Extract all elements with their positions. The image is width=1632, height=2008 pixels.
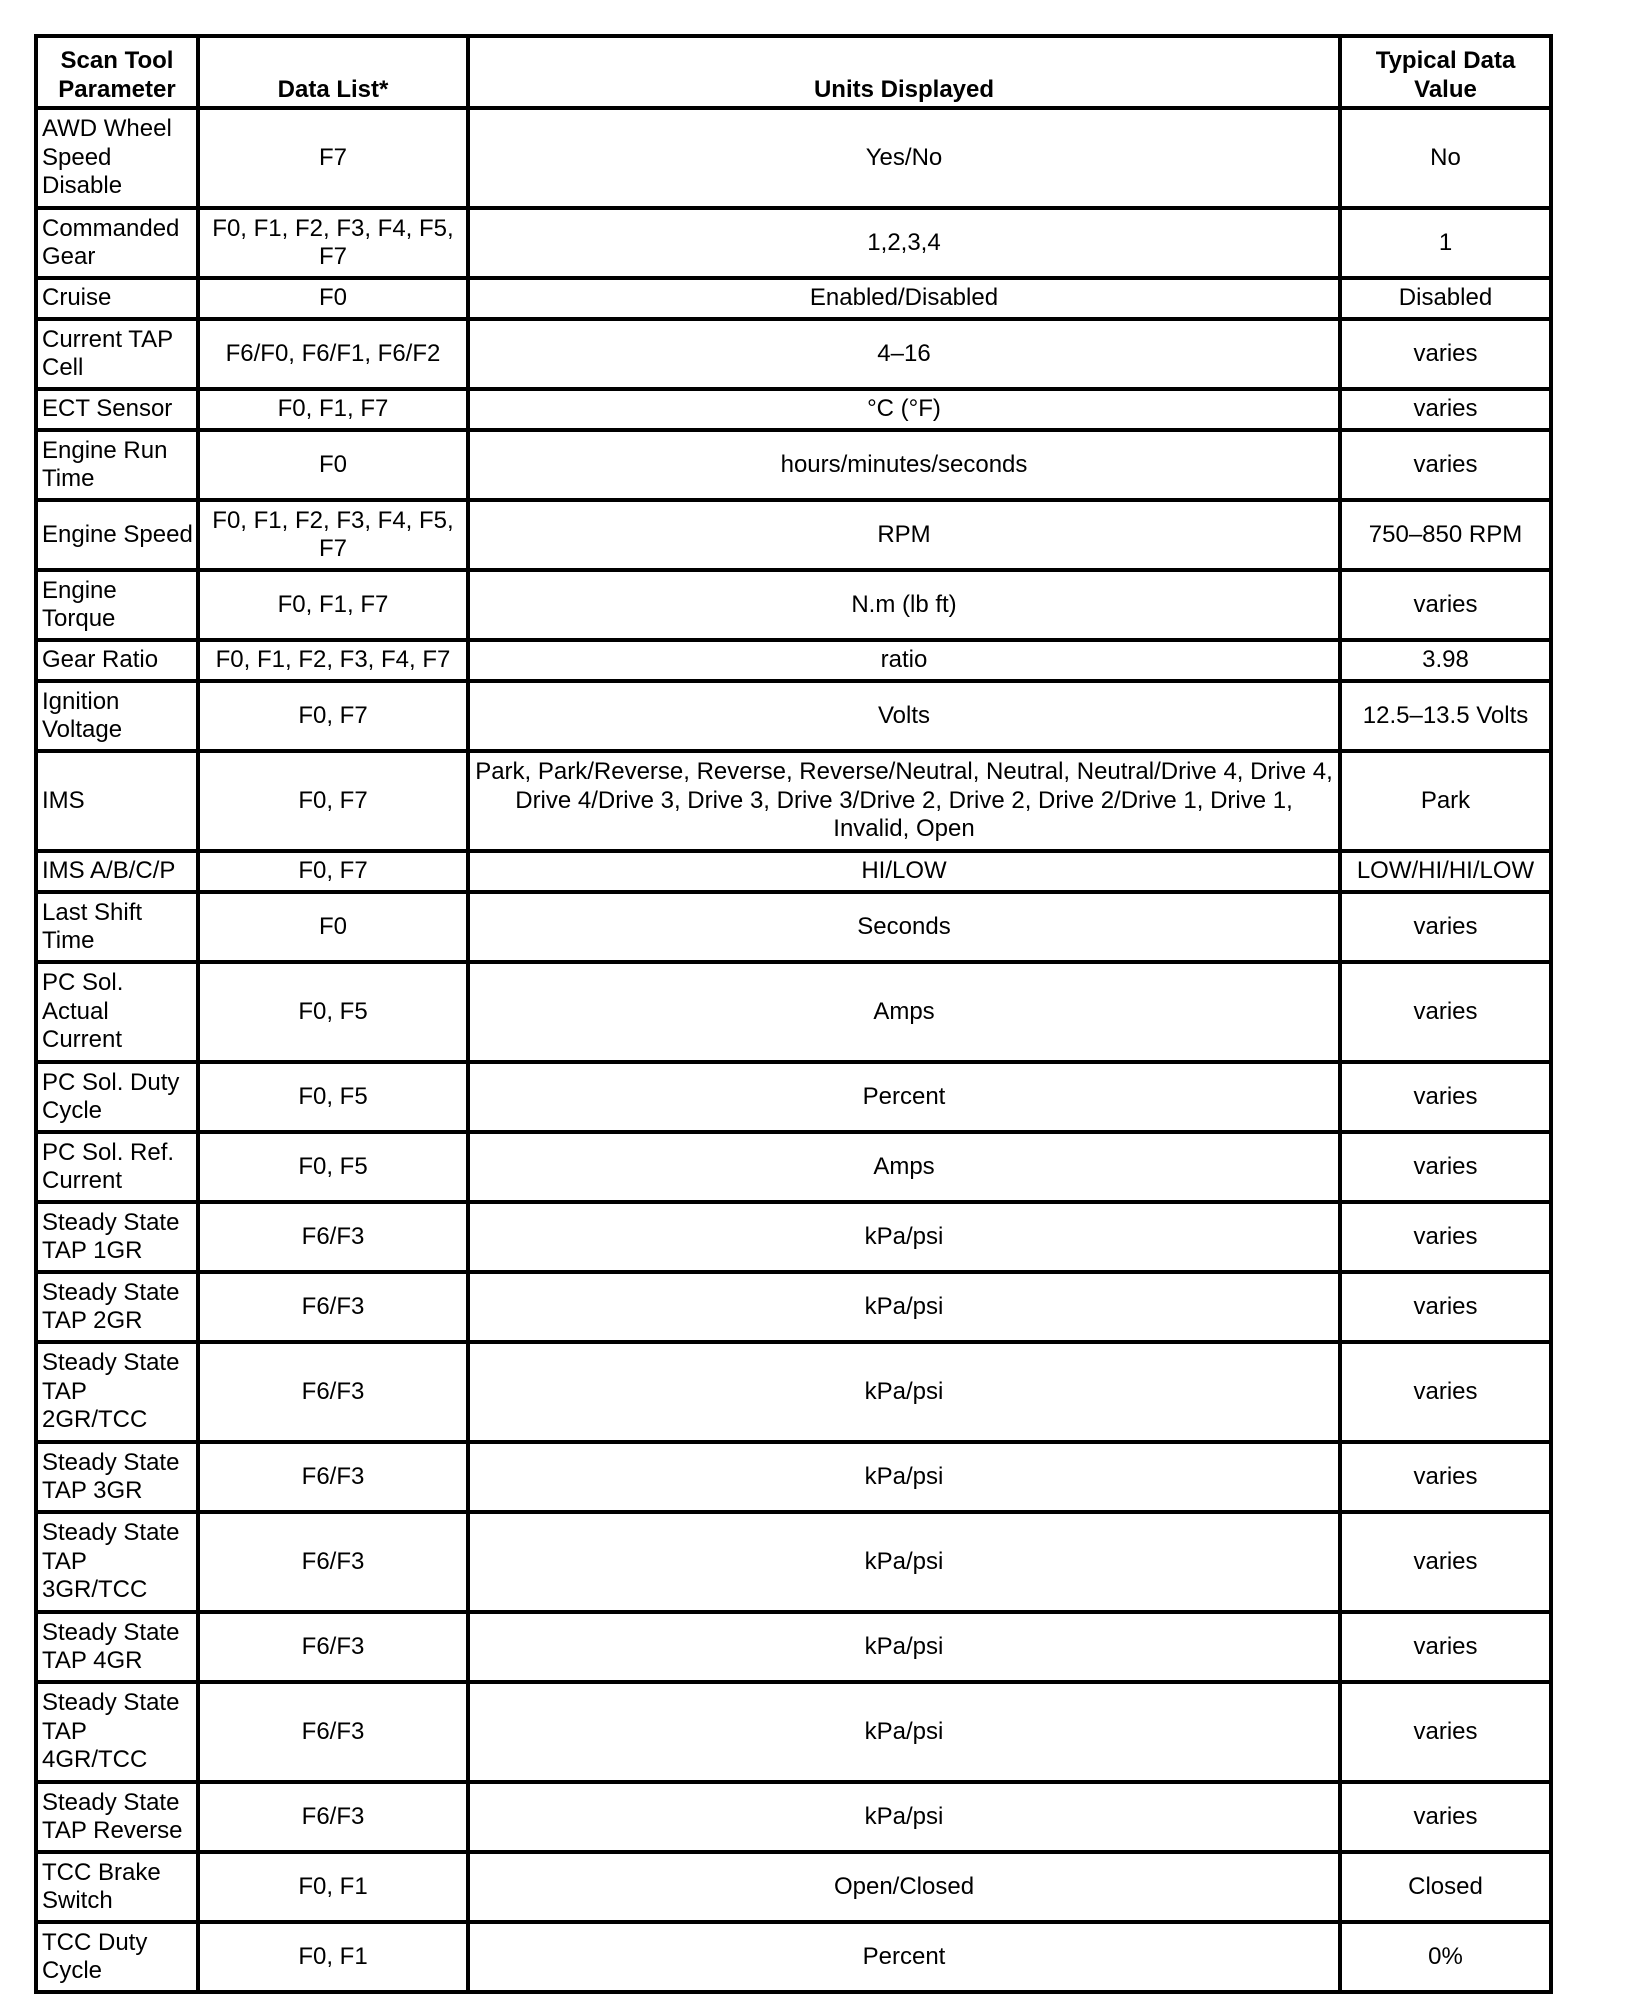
cell-data-list: F0, F5 xyxy=(198,1132,468,1202)
cell-parameter: Steady State TAP 2GR xyxy=(36,1272,198,1342)
cell-units: Percent xyxy=(468,1922,1340,1992)
cell-data-list: F6/F3 xyxy=(198,1782,468,1852)
table-row xyxy=(36,208,1551,278)
cell-parameter: Cruise xyxy=(36,278,198,319)
header-data-list: Data List* xyxy=(198,36,468,108)
cell-parameter: Steady State TAP 3GR xyxy=(36,1442,198,1512)
cell-units: kPa/psi xyxy=(468,1202,1340,1272)
table-row xyxy=(36,1612,1551,1682)
cell-typical-value: varies xyxy=(1340,1202,1551,1272)
cell-data-list: F0 xyxy=(198,892,468,962)
cell-data-list: F0, F7 xyxy=(198,851,468,892)
scan-tool-data-table xyxy=(34,34,1553,1994)
table-row xyxy=(36,108,1551,208)
cell-typical-value: varies xyxy=(1340,570,1551,640)
cell-units: N.m (lb ft) xyxy=(468,570,1340,640)
table-row xyxy=(36,640,1551,681)
cell-units: hours/minutes/seconds xyxy=(468,430,1340,500)
cell-data-list: F6/F3 xyxy=(198,1612,468,1682)
cell-units: kPa/psi xyxy=(468,1682,1340,1782)
table-row xyxy=(36,389,1551,430)
table-row xyxy=(36,851,1551,892)
cell-parameter: TCC Duty Cycle xyxy=(36,1922,198,1992)
table-row xyxy=(36,1272,1551,1342)
table-row xyxy=(36,1922,1551,1992)
cell-units: Park, Park/Reverse, Reverse, Reverse/Neutral, Neutral, Neutral/Drive 4, Drive 4, Drive 4/Drive 3, Drive 3, Drive 3/Drive 2, Drive 2, Drive 2/Drive 1, Drive 1, Invalid, Open xyxy=(468,751,1340,851)
table-row xyxy=(36,1682,1551,1782)
cell-data-list: F0 xyxy=(198,430,468,500)
cell-units: Open/Closed xyxy=(468,1852,1340,1922)
cell-typical-value: 12.5–13.5 Volts xyxy=(1340,681,1551,751)
cell-units: Amps xyxy=(468,1132,1340,1202)
cell-parameter: PC Sol. Ref. Current xyxy=(36,1132,198,1202)
cell-units: kPa/psi xyxy=(468,1442,1340,1512)
cell-typical-value: varies xyxy=(1340,1272,1551,1342)
cell-parameter: Steady State TAP 1GR xyxy=(36,1202,198,1272)
cell-parameter: IMS A/B/C/P xyxy=(36,851,198,892)
cell-typical-value: varies xyxy=(1340,1132,1551,1202)
cell-parameter: Steady State TAP 4GR/TCC xyxy=(36,1682,198,1782)
cell-units: Volts xyxy=(468,681,1340,751)
table-row xyxy=(36,681,1551,751)
cell-parameter: Engine Run Time xyxy=(36,430,198,500)
header-typical-value: Typical Data Value xyxy=(1340,36,1551,108)
cell-units: kPa/psi xyxy=(468,1512,1340,1612)
cell-parameter: PC Sol. Actual Current xyxy=(36,962,198,1062)
table-row xyxy=(36,1782,1551,1852)
cell-parameter: Ignition Voltage xyxy=(36,681,198,751)
table-row xyxy=(36,500,1551,570)
cell-parameter: Last Shift Time xyxy=(36,892,198,962)
cell-data-list: F0, F5 xyxy=(198,1062,468,1132)
table-row xyxy=(36,1132,1551,1202)
cell-typical-value: LOW/HI/HI/LOW xyxy=(1340,851,1551,892)
table-row xyxy=(36,1202,1551,1272)
cell-data-list: F6/F0, F6/F1, F6/F2 xyxy=(198,319,468,389)
cell-units: RPM xyxy=(468,500,1340,570)
header-row xyxy=(36,36,1551,108)
cell-units: kPa/psi xyxy=(468,1342,1340,1442)
cell-parameter: Current TAP Cell xyxy=(36,319,198,389)
table-row xyxy=(36,319,1551,389)
cell-data-list: F0, F1, F7 xyxy=(198,389,468,430)
cell-units: kPa/psi xyxy=(468,1612,1340,1682)
cell-typical-value: 3.98 xyxy=(1340,640,1551,681)
cell-data-list: F6/F3 xyxy=(198,1682,468,1782)
cell-units: Enabled/Disabled xyxy=(468,278,1340,319)
cell-typical-value: varies xyxy=(1340,1612,1551,1682)
cell-data-list: F6/F3 xyxy=(198,1342,468,1442)
cell-units: kPa/psi xyxy=(468,1782,1340,1852)
cell-typical-value: 1 xyxy=(1340,208,1551,278)
table-row xyxy=(36,892,1551,962)
header-parameter: Scan Tool Parameter xyxy=(36,36,198,108)
cell-data-list: F0, F1, F2, F3, F4, F7 xyxy=(198,640,468,681)
cell-units: Yes/No xyxy=(468,108,1340,208)
cell-units: 4–16 xyxy=(468,319,1340,389)
cell-data-list: F0, F1, F7 xyxy=(198,570,468,640)
cell-typical-value: varies xyxy=(1340,1782,1551,1852)
cell-parameter: Engine Torque xyxy=(36,570,198,640)
cell-typical-value: 750–850 RPM xyxy=(1340,500,1551,570)
table-row xyxy=(36,962,1551,1062)
cell-data-list: F7 xyxy=(198,108,468,208)
cell-typical-value: 0% xyxy=(1340,1922,1551,1992)
cell-typical-value: varies xyxy=(1340,1062,1551,1132)
cell-typical-value: varies xyxy=(1340,962,1551,1062)
cell-parameter: Steady State TAP 2GR/TCC xyxy=(36,1342,198,1442)
cell-parameter: Engine Speed xyxy=(36,500,198,570)
cell-data-list: F0, F7 xyxy=(198,751,468,851)
cell-units: ratio xyxy=(468,640,1340,681)
cell-units: °C (°F) xyxy=(468,389,1340,430)
cell-parameter: Steady State TAP 4GR xyxy=(36,1612,198,1682)
cell-data-list: F0, F1, F2, F3, F4, F5, F7 xyxy=(198,208,468,278)
cell-data-list: F6/F3 xyxy=(198,1442,468,1512)
cell-typical-value: varies xyxy=(1340,430,1551,500)
table-row xyxy=(36,751,1551,851)
cell-parameter: Gear Ratio xyxy=(36,640,198,681)
cell-data-list: F0, F1 xyxy=(198,1852,468,1922)
cell-units: 1,2,3,4 xyxy=(468,208,1340,278)
cell-parameter: TCC Brake Switch xyxy=(36,1852,198,1922)
cell-data-list: F0, F5 xyxy=(198,962,468,1062)
cell-parameter: IMS xyxy=(36,751,198,851)
cell-data-list: F0 xyxy=(198,278,468,319)
cell-typical-value: varies xyxy=(1340,892,1551,962)
cell-data-list: F0, F1, F2, F3, F4, F5, F7 xyxy=(198,500,468,570)
cell-typical-value: Disabled xyxy=(1340,278,1551,319)
table-row xyxy=(36,1342,1551,1442)
cell-data-list: F6/F3 xyxy=(198,1202,468,1272)
cell-typical-value: varies xyxy=(1340,319,1551,389)
cell-parameter: Steady State TAP Reverse xyxy=(36,1782,198,1852)
cell-units: Seconds xyxy=(468,892,1340,962)
cell-parameter: AWD Wheel Speed Disable xyxy=(36,108,198,208)
cell-data-list: F0, F1 xyxy=(198,1922,468,1992)
header-units: Units Displayed xyxy=(468,36,1340,108)
table-row xyxy=(36,1062,1551,1132)
table-row xyxy=(36,278,1551,319)
cell-units: Amps xyxy=(468,962,1340,1062)
cell-units: Percent xyxy=(468,1062,1340,1132)
table-row xyxy=(36,1512,1551,1612)
table-row xyxy=(36,430,1551,500)
cell-parameter: PC Sol. Duty Cycle xyxy=(36,1062,198,1132)
cell-typical-value: Closed xyxy=(1340,1852,1551,1922)
cell-typical-value: varies xyxy=(1340,1512,1551,1612)
cell-parameter: ECT Sensor xyxy=(36,389,198,430)
cell-units: kPa/psi xyxy=(468,1272,1340,1342)
cell-typical-value: varies xyxy=(1340,389,1551,430)
cell-typical-value: varies xyxy=(1340,1682,1551,1782)
table-row xyxy=(36,1852,1551,1922)
cell-units: HI/LOW xyxy=(468,851,1340,892)
table-row xyxy=(36,1442,1551,1512)
cell-typical-value: No xyxy=(1340,108,1551,208)
table-row xyxy=(36,570,1551,640)
cell-typical-value: Park xyxy=(1340,751,1551,851)
cell-typical-value: varies xyxy=(1340,1342,1551,1442)
cell-parameter: Commanded Gear xyxy=(36,208,198,278)
cell-parameter: Steady State TAP 3GR/TCC xyxy=(36,1512,198,1612)
cell-data-list: F6/F3 xyxy=(198,1512,468,1612)
cell-data-list: F0, F7 xyxy=(198,681,468,751)
cell-typical-value: varies xyxy=(1340,1442,1551,1512)
cell-data-list: F6/F3 xyxy=(198,1272,468,1342)
